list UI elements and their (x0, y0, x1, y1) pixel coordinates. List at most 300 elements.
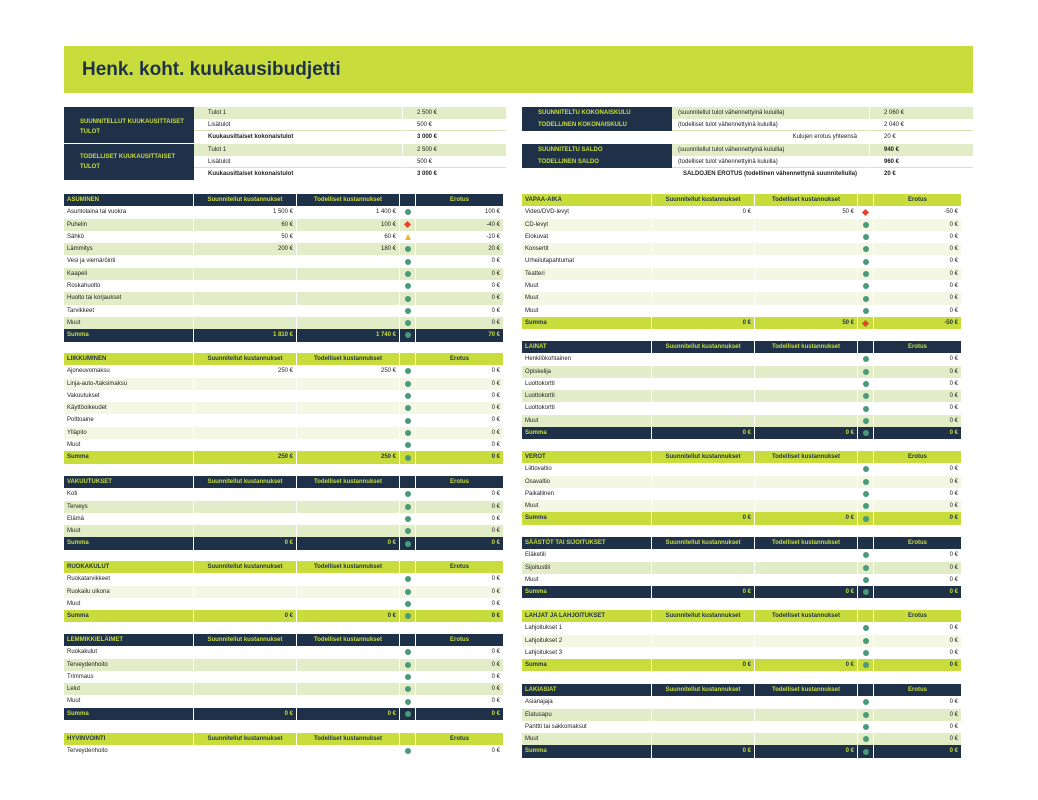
actual-cost-cell[interactable] (297, 646, 400, 658)
sum-indicator-cell (400, 451, 416, 463)
green-circle-icon (863, 662, 869, 668)
planned-cost-cell[interactable] (652, 721, 755, 733)
actual-cost-cell[interactable] (755, 415, 858, 427)
table-title: LAINAT (522, 341, 652, 353)
table-row (522, 268, 962, 280)
table-title: VAKUUTUKSET (64, 476, 194, 488)
actual-sum: 50 € (755, 317, 858, 329)
actual-cost-cell[interactable] (297, 390, 400, 402)
row-label: CD-levyt (522, 219, 652, 231)
green-circle-icon (405, 711, 411, 717)
difference-cell: 0 € (874, 231, 962, 243)
planned-cost-cell[interactable] (652, 280, 755, 292)
row-label: Muut (64, 525, 194, 537)
planned-cost-cell[interactable]: 200 € (194, 243, 297, 255)
actual-cost-cell[interactable] (755, 696, 858, 708)
table-vakuutukset (64, 476, 504, 550)
actual-cost-cell[interactable] (755, 305, 858, 317)
actual-cost-cell[interactable] (755, 219, 858, 231)
row-label: Konsertit (522, 243, 652, 255)
planned-cost-cell[interactable] (652, 243, 755, 255)
status-indicator-cell (400, 598, 416, 610)
actual-income-total-label: Kuukausittaiset kokonaistulot (194, 168, 402, 180)
table-row (522, 292, 962, 304)
indicator-column-header (400, 561, 416, 573)
planned-sum: 0 € (194, 610, 297, 622)
table-row (64, 513, 504, 525)
planned-cost-cell[interactable] (194, 513, 297, 525)
difference-cell: 0 € (416, 402, 504, 414)
planned-cost-cell[interactable] (652, 733, 755, 745)
row-label: Ruokatarvikkeet (64, 573, 194, 585)
actual-cost-cell[interactable] (755, 549, 858, 561)
planned-cost-cell[interactable] (652, 709, 755, 721)
planned-cost-cell[interactable] (652, 219, 755, 231)
planned-income-total-value: 3 000 € (403, 131, 506, 143)
actual-cost-cell[interactable]: 180 € (297, 243, 400, 255)
sum-label: Summa (522, 745, 652, 757)
green-circle-icon (405, 381, 411, 387)
table-row (64, 402, 504, 414)
row-label: Tarvikkeet (64, 305, 194, 317)
planned-cost-cell[interactable] (652, 305, 755, 317)
actual-cost-cell[interactable]: 100 € (297, 219, 400, 231)
table-row (522, 476, 962, 488)
status-indicator-cell (400, 646, 416, 658)
difference-cell: 0 € (416, 439, 504, 451)
table-row (64, 683, 504, 695)
green-circle-icon (863, 234, 869, 240)
green-circle-icon (405, 418, 411, 424)
row-label: Ylläpito (64, 427, 194, 439)
status-indicator-cell (400, 439, 416, 451)
difference-cell: 0 € (874, 390, 962, 402)
row-label: Roskahuolto (64, 280, 194, 292)
row-label: Henkilökohtainen (522, 353, 652, 365)
table-row (522, 500, 962, 512)
row-label: Muut (64, 317, 194, 329)
planned-cost-cell[interactable] (194, 488, 297, 500)
planned-cost-cell[interactable] (194, 646, 297, 658)
actual-cost-cell[interactable] (297, 414, 400, 426)
actual-cost-cell[interactable] (755, 635, 858, 647)
status-indicator-cell (858, 402, 874, 414)
difference-cell: 0 € (874, 696, 962, 708)
table-row (64, 427, 504, 439)
sum-label: Summa (522, 659, 652, 671)
planned-cost-cell[interactable] (194, 659, 297, 671)
table-lakiasiat (522, 684, 962, 758)
row-label: Terveys (64, 501, 194, 513)
balance-diff-label: SALDOJEN EROTUS (todellinen vähennettynä suunnitellulla) (560, 168, 869, 180)
green-circle-icon (863, 356, 869, 362)
table-row (64, 745, 504, 757)
actual-cost-cell[interactable] (297, 501, 400, 513)
table-row (522, 622, 962, 634)
row-label: Lahjoitukset 1 (522, 622, 652, 634)
planned-cost-cell[interactable] (194, 439, 297, 451)
difference-cell: 0 € (874, 415, 962, 427)
table-row (522, 353, 962, 365)
green-circle-icon (863, 503, 869, 509)
actual-cost-cell[interactable]: 1 400 € (297, 206, 400, 218)
green-circle-icon (863, 589, 869, 595)
difference-cell: 0 € (874, 353, 962, 365)
planned-cost-cell[interactable] (652, 635, 755, 647)
status-indicator-cell (858, 709, 874, 721)
difference-cell: 0 € (416, 488, 504, 500)
status-indicator-cell (400, 488, 416, 500)
actual-cost-cell[interactable] (297, 402, 400, 414)
planned-cost-cell[interactable] (194, 683, 297, 695)
actual-cost-cell[interactable] (755, 574, 858, 586)
row-label: Muut (522, 500, 652, 512)
actual-cost-cell[interactable]: 60 € (297, 231, 400, 243)
planned-cost-cell[interactable] (194, 414, 297, 426)
difference-cell: 0 € (416, 390, 504, 402)
planned-cost-cell[interactable] (652, 488, 755, 500)
table-row (64, 488, 504, 500)
planned-cost-cell[interactable] (194, 317, 297, 329)
actual-column-header: Todelliset kustannukset (755, 451, 858, 463)
table-row (522, 709, 962, 721)
difference-cell: 0 € (874, 549, 962, 561)
planned-cost-cell[interactable] (652, 390, 755, 402)
difference-cell: -10 € (416, 231, 504, 243)
table-header (522, 341, 962, 353)
difference-cell: 0 € (416, 378, 504, 390)
planned-total-value: 2 060 € (870, 107, 973, 119)
table-row (64, 586, 504, 598)
actual-cost-cell[interactable] (755, 366, 858, 378)
balance-diff-value: 20 € (870, 168, 973, 180)
planned-cost-cell[interactable] (652, 500, 755, 512)
actual-sum: 0 € (755, 745, 858, 757)
actual-cost-cell[interactable] (297, 305, 400, 317)
actual-cost-cell[interactable] (755, 280, 858, 292)
actual-cost-cell[interactable] (755, 292, 858, 304)
status-indicator-cell (400, 586, 416, 598)
actual-cost-cell[interactable] (297, 268, 400, 280)
actual-cost-cell[interactable] (755, 500, 858, 512)
table-verot (522, 451, 962, 525)
planned-cost-cell[interactable] (652, 574, 755, 586)
indicator-column-header (400, 733, 416, 745)
row-label: Muut (522, 305, 652, 317)
planned-cost-cell[interactable] (652, 549, 755, 561)
planned-column-header: Suunnitellut kustannukset (194, 476, 297, 488)
status-indicator-cell (858, 721, 874, 733)
status-indicator-cell (858, 280, 874, 292)
sum-label: Summa (64, 708, 194, 720)
actual-cost-cell[interactable] (297, 745, 400, 757)
planned-cost-cell[interactable] (652, 378, 755, 390)
row-label: Lahjoitukset 2 (522, 635, 652, 647)
planned-balance-value: 940 € (870, 144, 973, 156)
planned-cost-cell[interactable] (194, 598, 297, 610)
actual-cost-cell[interactable] (297, 513, 400, 525)
status-indicator-cell (400, 659, 416, 671)
actual-cost-cell[interactable] (297, 280, 400, 292)
table-row (522, 366, 962, 378)
planned-cost-cell[interactable] (652, 231, 755, 243)
row-label: Vesi ja viemäröinti (64, 255, 194, 267)
status-indicator-cell (858, 500, 874, 512)
actual-cost-cell[interactable] (755, 463, 858, 475)
green-circle-icon (863, 479, 869, 485)
status-indicator-cell (400, 414, 416, 426)
planned-cost-cell[interactable] (194, 378, 297, 390)
actual-column-header: Todelliset kustannukset (755, 610, 858, 622)
indicator-column-header (400, 634, 416, 646)
table-row (64, 646, 504, 658)
planned-cost-cell[interactable] (652, 562, 755, 574)
actual-cost-cell[interactable]: 50 € (755, 206, 858, 218)
actual-cost-cell[interactable] (755, 231, 858, 243)
table-lemmikit (64, 634, 504, 720)
planned-cost-cell[interactable] (652, 268, 755, 280)
row-label: Asuntolaina tai vuokra (64, 206, 194, 218)
green-circle-icon (863, 699, 869, 705)
actual-cost-cell[interactable] (297, 586, 400, 598)
row-label: Trimmaus (64, 671, 194, 683)
row-label: Huolto tai korjaukset (64, 292, 194, 304)
table-title: LIIKKUMINEN (64, 353, 194, 365)
table-header (522, 684, 962, 696)
actual-cost-cell[interactable] (755, 647, 858, 659)
green-circle-icon (863, 577, 869, 583)
status-indicator-cell (858, 635, 874, 647)
green-circle-icon (405, 541, 411, 547)
actual-cost-cell[interactable] (755, 622, 858, 634)
actual-cost-cell[interactable] (297, 317, 400, 329)
actual-cost-cell[interactable] (297, 659, 400, 671)
actual-cost-cell[interactable] (755, 733, 858, 745)
row-label: Koti (64, 488, 194, 500)
actual-sum: 0 € (297, 537, 400, 549)
row-label: Luottokortti (522, 402, 652, 414)
green-circle-icon (863, 222, 869, 228)
planned-cost-cell[interactable] (652, 353, 755, 365)
sum-row (522, 317, 962, 329)
diff-column-header: Erotus (874, 341, 962, 353)
status-indicator-cell (858, 231, 874, 243)
sum-indicator-cell (400, 610, 416, 622)
table-row (64, 317, 504, 329)
indicator-column-header (400, 353, 416, 365)
actual-cost-cell[interactable] (755, 476, 858, 488)
diff-column-header: Erotus (874, 610, 962, 622)
actual-cost-cell[interactable] (755, 268, 858, 280)
actual-cost-cell[interactable] (755, 488, 858, 500)
actual-cost-cell[interactable] (755, 243, 858, 255)
title-banner (64, 46, 973, 93)
planned-column-header: Suunnitellut kustannukset (194, 561, 297, 573)
status-indicator-cell (858, 733, 874, 745)
green-circle-icon (405, 686, 411, 692)
actual-cost-cell[interactable] (755, 562, 858, 574)
planned-cost-cell[interactable] (194, 586, 297, 598)
planned-cost-cell[interactable] (652, 647, 755, 659)
actual-cost-cell[interactable] (297, 671, 400, 683)
actual-cost-cell[interactable] (297, 683, 400, 695)
planned-cost-cell[interactable] (652, 255, 755, 267)
actual-sum: 0 € (755, 427, 858, 439)
planned-cost-cell[interactable] (652, 622, 755, 634)
actual-cost-cell[interactable] (297, 427, 400, 439)
planned-cost-cell[interactable] (194, 390, 297, 402)
planned-cost-cell[interactable] (652, 402, 755, 414)
row-label: Käyttöoikeudet (64, 402, 194, 414)
green-circle-icon (863, 552, 869, 558)
green-circle-icon (405, 405, 411, 411)
status-indicator-cell (400, 268, 416, 280)
green-circle-icon (863, 565, 869, 571)
planned-cost-cell[interactable] (194, 255, 297, 267)
actual-cost-cell[interactable] (297, 525, 400, 537)
row-label: Elokuvat (522, 231, 652, 243)
actual-cost-cell[interactable] (755, 353, 858, 365)
table-row (64, 243, 504, 255)
planned-cost-cell[interactable] (652, 463, 755, 475)
status-indicator-cell (858, 415, 874, 427)
diff-column-header: Erotus (416, 476, 504, 488)
difference-cell: 0 € (874, 622, 962, 634)
planned-cost-cell[interactable] (652, 696, 755, 708)
planned-cost-cell[interactable] (194, 427, 297, 439)
actual-cost-cell[interactable] (755, 255, 858, 267)
planned-income-row-value: 500 € (403, 119, 506, 131)
status-indicator-cell (400, 573, 416, 585)
green-circle-icon (405, 296, 411, 302)
planned-column-header: Suunnitellut kustannukset (194, 634, 297, 646)
sum-row (64, 708, 504, 720)
table-row (522, 231, 962, 243)
table-header (64, 476, 504, 488)
status-indicator-cell (400, 231, 416, 243)
difference-sum: 70 € (416, 329, 504, 341)
planned-column-header: Suunnitellut kustannukset (652, 684, 755, 696)
planned-cost-cell[interactable]: 250 € (194, 365, 297, 377)
planned-total-label: SUUNNITELTU KOKONAISKULU (522, 107, 672, 119)
actual-cost-cell[interactable] (755, 709, 858, 721)
sum-indicator-cell (858, 586, 874, 598)
actual-cost-cell[interactable] (297, 573, 400, 585)
actual-total-note: (todelliset tulot vähennettyinä kuluilla) (672, 119, 869, 131)
difference-sum: 0 € (874, 427, 962, 439)
planned-cost-cell[interactable] (194, 745, 297, 757)
status-indicator-cell (858, 268, 874, 280)
actual-cost-cell[interactable] (755, 402, 858, 414)
row-label: Opiskelija (522, 366, 652, 378)
green-circle-icon (405, 528, 411, 534)
actual-cost-cell[interactable] (297, 255, 400, 267)
planned-column-header: Suunnitellut kustannukset (652, 451, 755, 463)
actual-cost-cell[interactable] (297, 439, 400, 451)
planned-income-row-label: Tulot 1 (194, 107, 402, 119)
table-title: ASUMINEN (64, 194, 194, 206)
actual-cost-cell[interactable] (755, 390, 858, 402)
planned-cost-cell[interactable] (194, 402, 297, 414)
planned-cost-cell[interactable] (194, 573, 297, 585)
planned-cost-cell[interactable] (194, 501, 297, 513)
planned-cost-cell[interactable] (194, 305, 297, 317)
row-label: Osavaltio (522, 476, 652, 488)
row-label: Sähkö (64, 231, 194, 243)
row-label: Luottokortti (522, 378, 652, 390)
planned-cost-cell[interactable] (652, 476, 755, 488)
actual-cost-cell[interactable] (297, 378, 400, 390)
actual-cost-cell[interactable]: 250 € (297, 365, 400, 377)
green-circle-icon (863, 491, 869, 497)
row-label: Elämä (64, 513, 194, 525)
planned-cost-cell[interactable] (194, 268, 297, 280)
difference-cell: 0 € (874, 305, 962, 317)
row-label: Luottokortti (522, 390, 652, 402)
row-label: Kaapeli (64, 268, 194, 280)
green-circle-icon (863, 466, 869, 472)
actual-cost-cell[interactable] (297, 292, 400, 304)
difference-cell: 0 € (416, 427, 504, 439)
planned-cost-cell[interactable]: 60 € (194, 219, 297, 231)
actual-column-header: Todelliset kustannukset (755, 537, 858, 549)
planned-cost-cell[interactable] (652, 415, 755, 427)
actual-cost-cell[interactable] (755, 721, 858, 733)
planned-cost-cell[interactable] (652, 292, 755, 304)
sum-row (64, 537, 504, 549)
planned-cost-cell[interactable]: 50 € (194, 231, 297, 243)
row-label: Ajoneuvomaksu (64, 365, 194, 377)
row-label: Liittovaltio (522, 463, 652, 475)
difference-cell: 0 € (416, 280, 504, 292)
table-row (522, 255, 962, 267)
green-circle-icon (863, 724, 869, 730)
actual-sum: 0 € (297, 708, 400, 720)
planned-cost-cell[interactable] (194, 695, 297, 707)
difference-sum: 0 € (874, 745, 962, 757)
status-indicator-cell (400, 305, 416, 317)
table-header (522, 194, 962, 206)
actual-cost-cell[interactable] (297, 488, 400, 500)
sum-row (64, 329, 504, 341)
planned-cost-cell[interactable] (652, 366, 755, 378)
sum-indicator-cell (400, 708, 416, 720)
table-row (64, 219, 504, 231)
planned-column-header: Suunnitellut kustannukset (652, 610, 755, 622)
planned-cost-cell[interactable] (194, 671, 297, 683)
row-label: Polttoaine (64, 414, 194, 426)
planned-cost-cell[interactable] (194, 292, 297, 304)
planned-cost-cell[interactable]: 1 500 € (194, 206, 297, 218)
planned-cost-cell[interactable] (194, 525, 297, 537)
actual-cost-cell[interactable] (297, 695, 400, 707)
planned-cost-cell[interactable]: 0 € (652, 206, 755, 218)
actual-cost-cell[interactable] (755, 378, 858, 390)
actual-cost-cell[interactable] (297, 598, 400, 610)
difference-cell: 0 € (874, 733, 962, 745)
table-row (522, 721, 962, 733)
diff-column-header: Erotus (416, 634, 504, 646)
status-indicator-cell (400, 365, 416, 377)
green-circle-icon (405, 259, 411, 265)
difference-cell: 0 € (874, 647, 962, 659)
planned-cost-cell[interactable] (194, 280, 297, 292)
difference-cell: 0 € (416, 317, 504, 329)
table-row (64, 671, 504, 683)
status-indicator-cell (400, 390, 416, 402)
sum-label: Summa (64, 329, 194, 341)
sum-indicator-cell (858, 745, 874, 757)
